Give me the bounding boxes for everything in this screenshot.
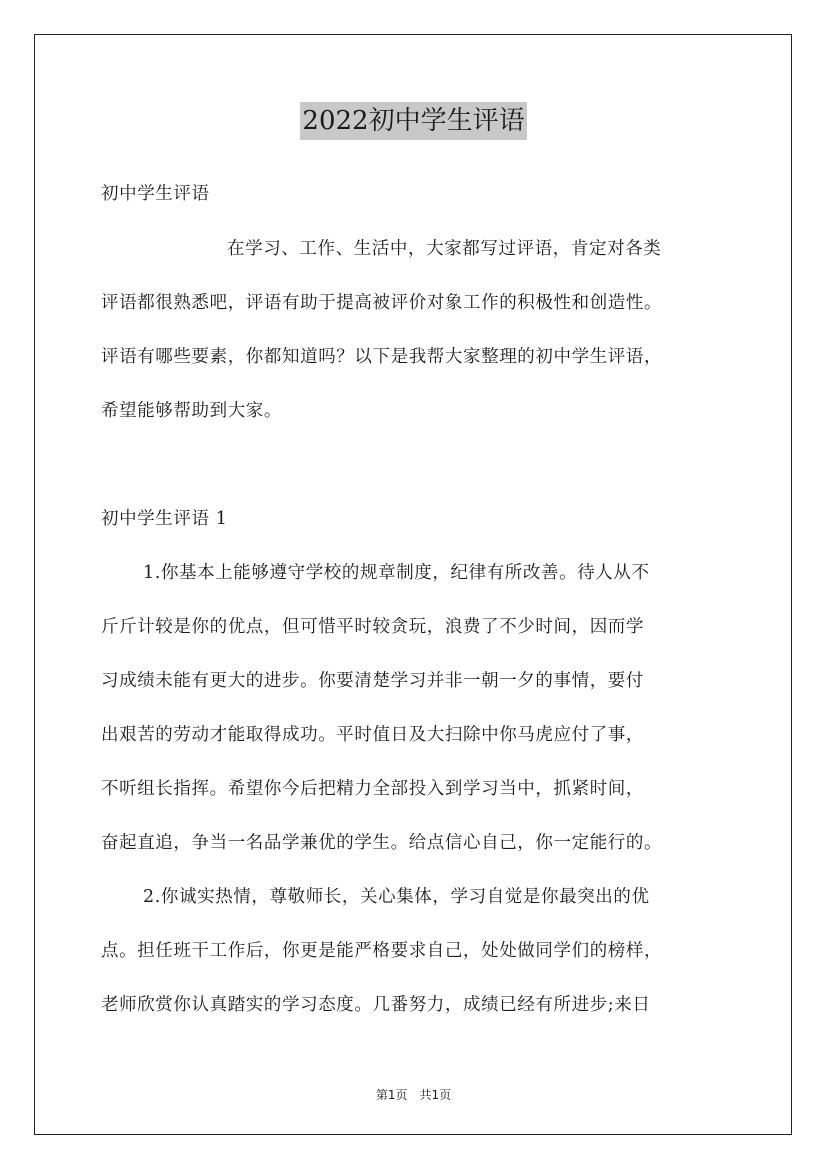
paragraph-line: 不听组长指挥。希望你今后把精力全部投入到学习当中，抓紧时间， xyxy=(101,779,644,799)
paragraph-line: 评语都很熟悉吧，评语有助于提高被评价对象工作的积极性和创造性。 xyxy=(101,293,663,313)
section-heading: 初中学生评语 1 xyxy=(101,509,228,529)
page-footer xyxy=(0,1086,827,1103)
paragraph-line: 评语有哪些要素，你都知道吗？以下是我帮大家整理的初中学生评语， xyxy=(101,347,663,367)
paragraph-line: 老师欣赏你认真踏实的学习态度。几番努力，成绩已经有所进步;来日 xyxy=(101,995,651,1015)
paragraph-line: 在学习、工作、生活中，大家都写过评语，肯定对各类 xyxy=(227,239,662,259)
paragraph-line: 斤斤计较是你的优点，但可惜平时较贪玩，浪费了不少时间，因而学 xyxy=(101,617,644,637)
document-title: 2022初中学生评语 xyxy=(300,102,526,140)
section-heading: 初中学生评语 xyxy=(101,184,210,204)
paragraph-line: 点。担任班干工作后，你更是能严格要求自己，处处做同学们的榜样， xyxy=(101,941,663,961)
paragraph-line: 希望能够帮助到大家。 xyxy=(101,401,282,421)
title-wrap xyxy=(0,102,827,140)
paragraph-line: 习成绩未能有更大的进步。你要清楚学习并非一朝一夕的事情，要付 xyxy=(101,671,644,691)
page-number: 第1页 xyxy=(375,1088,408,1102)
paragraph-line: 1.你基本上能够遵守学校的规章制度，纪律有所改善。待人从不 xyxy=(143,563,650,583)
page-total: 共1页 xyxy=(419,1088,452,1102)
paragraph-line: 2.你诚实热情，尊敬师长，关心集体，学习自觉是你最突出的优 xyxy=(143,887,650,907)
paragraph-line: 奋起直追，争当一名品学兼优的学生。给点信心自己，你一定能行的。 xyxy=(101,833,663,853)
paragraph-line: 出艰苦的劳动才能取得成功。平时值日及大扫除中你马虎应付了事， xyxy=(101,725,644,745)
